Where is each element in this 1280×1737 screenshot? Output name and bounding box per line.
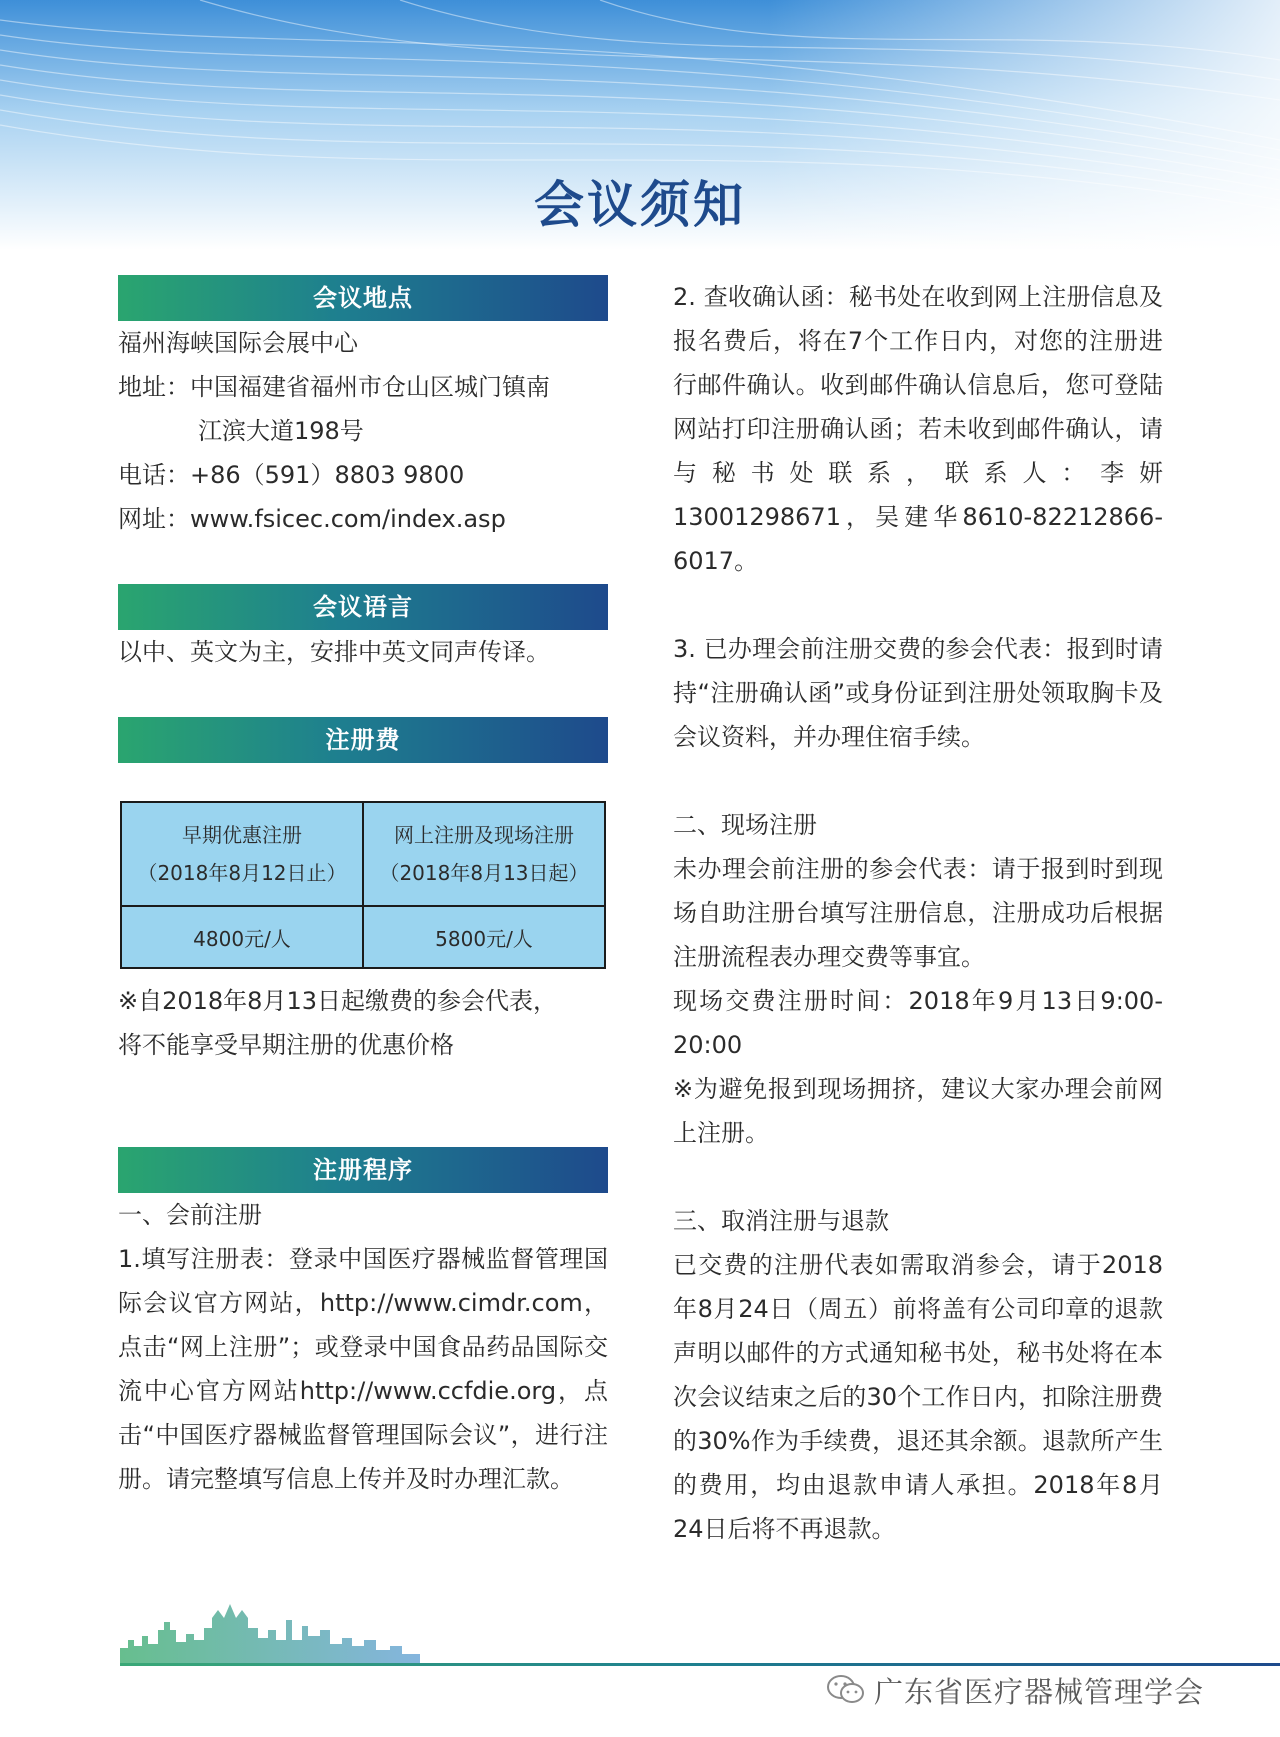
fee-table-price-row [121,906,605,968]
refund-title: 三、取消注册与退款 [673,1207,889,1235]
venue-address-line1 [118,365,608,409]
page-title: 会议须知 [534,176,746,234]
step1-text: 1.填写注册表：登录中国医疗器械监督管理国际会议官方网站，http://www.cimdr.com，点击“网上注册”；或登录中国食品药品国际交流中心官方网站http://www.ccfdie.org，点击“中国医疗器械监督管理国际会议”，进行注册。请完整填写信息上传并及时办理汇款。 [118,1245,608,1493]
regular-title: 网上注册及现场注册 [394,823,574,847]
fee-table-header-early [121,802,363,906]
early-price: 4800元/人 [121,906,363,968]
regular-price: 5800元/人 [363,906,605,968]
venue-phone [118,453,608,497]
wechat-icon [826,1673,866,1707]
fee-table-header-row [121,802,605,906]
venue-address-line2: 江滨大道198号 [198,417,364,445]
phone-value: +86（591）8803 9800 [190,461,465,489]
onsite-time: 现场交费注册时间：2018年9月13日9:00-20:00 [673,987,1163,1059]
fees-section-header: 注册费 [118,717,608,763]
early-title: 早期优惠注册 [182,823,302,847]
language-text: 以中、英文为主，安排中英文同声传译。 [118,638,550,666]
step2-text: 2. 查收确认函：秘书处在收到网上注册信息及报名费后，将在7个工作日内，对您的注册进行邮件确认。收到邮件确认信息后，您可登陆网站打印注册确认函；若未收到邮件确认，请与秘书处联系，联系人：李妍13001298671，吴建华8610-82212866-6017。 [673,283,1163,575]
regular-date: （2018年8月13日起） [379,861,589,885]
step3-text: 3. 已办理会前注册交费的参会代表：报到时请持“注册确认函”或身份证到注册处领取胸卡及会议资料，并办理住宿手续。 [673,635,1163,751]
pre-registration-title: 一、会前注册 [118,1201,262,1229]
fee-table-header-regular [363,802,605,906]
fee-note [118,979,608,1067]
fee-table [120,801,606,969]
venue-section [118,321,608,541]
refund-text: 已交费的注册代表如需取消参会，请于2018年8月24日（周五）前将盖有公司印章的退款声明以邮件的方式通知秘书处，秘书处将在本次会议结束之后的30个工作日内，扣除注册费的30%作为手续费，退还其余额。退款所产生的费用，均由退款申请人承担。2018年8月24日后将不再退款。 [673,1251,1163,1543]
website-link[interactable]: www.fsicec.com/index.asp [190,505,506,533]
onsite-text: 未办理会前注册的参会代表：请于报到时到现场自助注册台填写注册信息，注册成功后根据注册流程表办理交费等事宜。 [673,855,1163,971]
onsite-note: ※为避免报到现场拥挤，建议大家办理会前网上注册。 [673,1075,1163,1147]
phone-label: 电话： [118,461,190,489]
venue-section-header: 会议地点 [118,275,608,321]
fee-note-line1: ※自2018年8月13日起缴费的参会代表， [118,987,557,1015]
watermark-text: 广东省医疗器械管理学会 [874,1674,1205,1709]
address-value: 中国福建省福州市仓山区城门镇南 [190,373,550,401]
website-label: 网址： [118,505,190,533]
right-column [673,275,1163,1551]
fee-note-line2: 将不能享受早期注册的优惠价格 [118,1031,454,1059]
venue-name: 福州海峡国际会展中心 [118,329,358,357]
early-date: （2018年8月12日止） [137,861,347,885]
onsite-title: 二、现场注册 [673,811,817,839]
address-label: 地址： [118,373,190,401]
left-column [118,275,608,1501]
city-skyline-illustration [120,1600,420,1664]
venue-website [118,497,608,541]
wechat-watermark [826,1663,1204,1717]
language-section-header: 会议语言 [118,584,608,630]
procedure-section-header: 注册程序 [118,1147,608,1193]
